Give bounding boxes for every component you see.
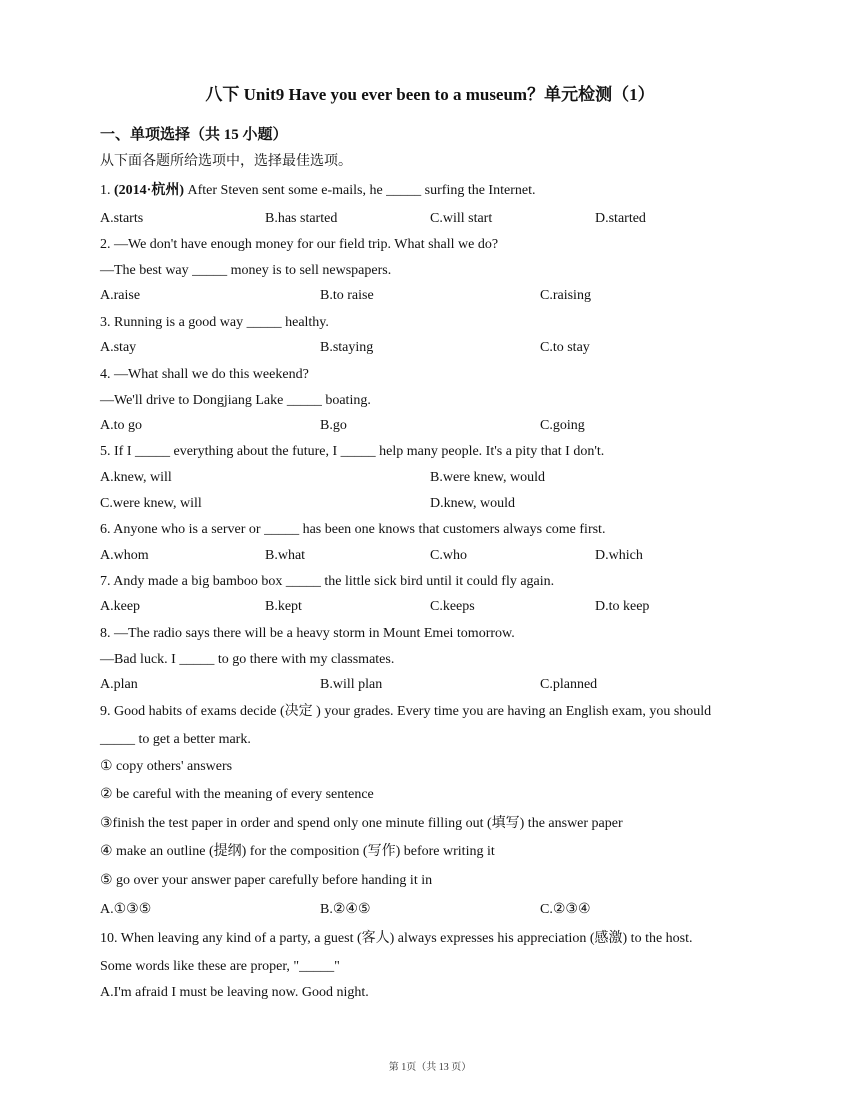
page-footer: 第 1页（共 13 页）: [388, 1062, 472, 1073]
question-9-stem: 9. Good habits of exams decide (决定 ) your grades. Every time you are having an English exam, you should: [100, 704, 712, 719]
question-4-option-b: B.go: [320, 418, 347, 433]
question-10-option-a: A.I'm afraid I must be leaving now. Good night.: [100, 985, 369, 1000]
question-7-stem: 7. Andy made a big bamboo box _____ the little sick bird until it could fly again.: [100, 574, 555, 589]
question-4-stem-line-2: —We'll drive to Dongjiang Lake _____ boating.: [100, 393, 371, 408]
question-5-stem: 5. If I _____ everything about the future, I _____ help many people. It's a pity that I don't.: [100, 444, 605, 459]
question-1-option-d: D.started: [595, 211, 646, 226]
question-2-option-c: C.raising: [540, 288, 591, 303]
question-1-option-a: A.starts: [100, 211, 144, 226]
question-9-item-2: ② be careful with the meaning of every sentence: [100, 787, 374, 802]
question-3-option-b: B.staying: [320, 340, 374, 355]
question-4-stem: 4. —What shall we do this weekend?: [100, 367, 309, 382]
question-2-stem: 2. —We don't have enough money for our field trip. What shall we do?: [100, 237, 499, 252]
question-3-option-c: C.to stay: [540, 340, 590, 355]
question-1-source: (2014·杭州): [114, 183, 184, 198]
question-9-stem-line-2: _____ to get a better mark.: [100, 732, 251, 747]
question-4-option-c: C.going: [540, 418, 585, 433]
question-8-stem-line-2: —Bad luck. I _____ to go there with my classmates.: [100, 652, 395, 667]
question-6-stem: 6. Anyone who is a server or _____ has been one knows that customers always come first.: [100, 522, 606, 537]
question-4-option-a: A.to go: [100, 418, 142, 433]
question-9-item-3: ③finish the test paper in order and spend only one minute filling out (填写) the answer paper: [100, 816, 623, 831]
question-10-stem-line-2: Some words like these are proper, "_____": [100, 959, 340, 974]
question-7-option-d: D.to keep: [595, 599, 650, 614]
question-2-stem-line-2: —The best way _____ money is to sell newspapers.: [100, 263, 392, 278]
question-6-option-d: D.which: [595, 548, 643, 563]
question-1-option-b: B.has started: [265, 211, 338, 226]
question-8-option-b: B.will plan: [320, 677, 383, 692]
question-8-option-a: A.plan: [100, 677, 138, 692]
question-2-option-a: A.raise: [100, 288, 141, 303]
question-7-option-a: A.keep: [100, 599, 141, 614]
question-6-option-b: B.what: [265, 548, 306, 563]
question-9-option-a: A.①③⑤: [100, 902, 152, 917]
question-10-stem: 10. When leaving any kind of a party, a guest (客人) always expresses his appreciation (感激) to the host.: [100, 931, 693, 946]
instruction-text: 从下面各题所给选项中，选择最佳选项。: [100, 154, 352, 169]
question-5-option-b: B.were knew, would: [430, 470, 545, 485]
question-7-option-b: B.kept: [265, 599, 302, 614]
question-9-item-1: ① copy others' answers: [100, 759, 233, 774]
question-5-option-c: C.were knew, will: [100, 496, 202, 511]
section-heading: 一、单项选择（共 15 小题）: [100, 127, 288, 143]
question-6-option-a: A.whom: [100, 548, 149, 563]
document-title: 八下 Unit9 Have you ever been to a museum？单元检测（1）: [205, 85, 655, 104]
question-5-option-a: A.knew, will: [100, 470, 172, 485]
question-8-option-c: C.planned: [540, 677, 598, 692]
question-3-stem: 3. Running is a good way _____ healthy.: [100, 315, 329, 330]
question-2-option-b: B.to raise: [320, 288, 374, 303]
question-5-option-d: D.knew, would: [430, 496, 516, 511]
question-6-option-c: C.who: [430, 548, 467, 563]
question-3-option-a: A.stay: [100, 340, 137, 355]
question-9-option-b: B.②④⑤: [320, 902, 371, 917]
question-7-option-c: C.keeps: [430, 599, 475, 614]
question-8-stem: 8. —The radio says there will be a heavy storm in Mount Emei tomorrow.: [100, 626, 515, 641]
question-1-stem: 1. (2014·杭州) After Steven sent some e-mails, he _____ surfing the Internet.: [100, 183, 536, 198]
question-9-item-5: ⑤ go over your answer paper carefully before handing it in: [100, 873, 433, 888]
question-9-option-c: C.②③④: [540, 902, 591, 917]
question-9-item-4: ④ make an outline (提纲) for the composition (写作) before writing it: [100, 844, 495, 859]
question-1-option-c: C.will start: [430, 211, 493, 226]
